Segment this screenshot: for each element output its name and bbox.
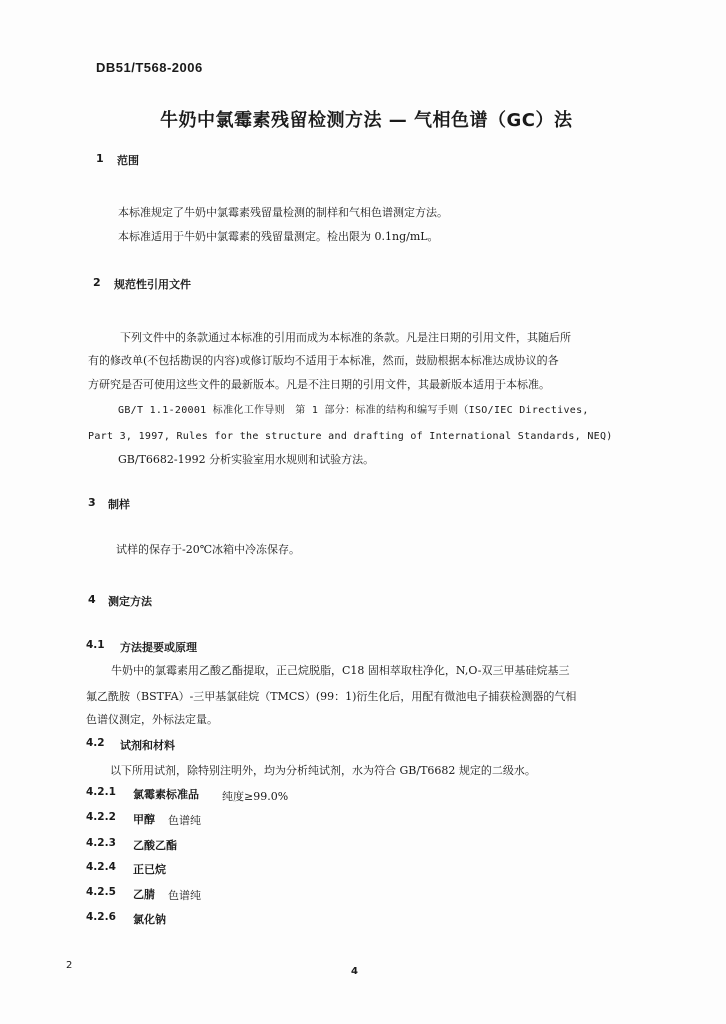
section-4-title: 测定方法 [108,595,152,608]
subsection-4-1-line-1: 牛奶中的氯霉素用乙酸乙酯提取，正己烷脱脂，C18 固相萃取柱净化，N,O-双三甲基硅烷基三 [111,664,570,677]
section-2-line-1: 下列文件中的条款通过本标准的引用而成为本标准的条款。凡是注日期的引用文件，其随后所 [120,331,571,344]
item-4-2-4-title: 正已烷 [133,863,166,876]
item-4-2-1-title: 氯霉素标准品 [133,788,199,801]
subsection-4-1-line-3: 色谱仪测定，外标法定量。 [86,713,218,726]
section-1-paragraph-1: 本标准规定了牛奶中氯霉素残留量检测的制样和气相色谱测定方法。 [118,206,448,219]
section-3-title: 制样 [108,498,130,511]
subsection-4-1-line-2: 氟乙酰胺（BSTFA）-三甲基氯硅烷（TMCS）(99：1)衍生化后，用配有微池电子捕获检测器的气相 [86,690,577,703]
section-2-line-2: 有的修改单(不包括勘误的内容)或修订版均不适用于本标准，然而，鼓励根据本标准达成协议的各 [88,354,559,367]
subsection-4-1-number: 4.1 [86,639,105,651]
item-4-2-3-number: 4.2.3 [86,837,116,849]
item-4-2-5-note: 色谱纯 [168,889,201,902]
page-number-left: 2 [66,960,73,971]
section-2-number: 2 [93,276,101,289]
item-4-2-5-number: 4.2.5 [86,886,116,898]
section-2-title: 规范性引用文件 [114,278,191,291]
reference-1-line-1: GB/T 1.1-20001 标准化工作导则 第 1 部分：标准的结构和编写手则（ISO/IEC Directives, [118,405,589,416]
reference-1-line-2: Part 3, 1997, Rules for the structure and drafting of International Standards, NEQ) [88,431,613,442]
document-title: 牛奶中氯霉素残留检测方法 — 气相色谱（GC）法 [160,110,573,131]
page-number-center: 4 [351,966,358,977]
item-4-2-1-number: 4.2.1 [86,786,116,798]
section-4-number: 4 [88,593,96,606]
document-code: DB51/T568-2006 [96,60,203,75]
item-4-2-5-title: 乙腈 [133,888,155,901]
item-4-2-2-title: 甲醇 [133,813,155,826]
section-1-paragraph-2: 本标准适用于牛奶中氯霉素的残留量测定。检出限为 0.1ng/mL。 [118,230,439,243]
reference-2: GB/T6682-1992 分析实验室用水规则和试验方法。 [118,453,375,466]
item-4-2-2-note: 色谱纯 [168,814,201,827]
subsection-4-2-intro: 以下所用试剂，除特别注明外，均为分析纯试剂，水为符合 GB/T6682 规定的二级水。 [110,764,536,777]
item-4-2-6-title: 氯化钠 [133,913,166,926]
subsection-4-2-title: 试剂和材料 [120,739,175,752]
section-1-title: 范围 [117,154,139,167]
item-4-2-1-note: 纯度≥99.0% [222,790,289,803]
section-3-number: 3 [88,496,96,509]
section-1-number: 1 [96,152,104,165]
section-2-line-3: 方研究是否可使用这些文件的最新版本。凡是不注日期的引用文件，其最新版本适用于本标准。 [88,378,550,391]
subsection-4-1-title: 方法提要或原理 [120,641,197,654]
item-4-2-2-number: 4.2.2 [86,811,116,823]
item-4-2-4-number: 4.2.4 [86,861,116,873]
subsection-4-2-number: 4.2 [86,737,105,749]
item-4-2-6-number: 4.2.6 [86,911,116,923]
item-4-2-3-title: 乙酸乙酯 [133,839,177,852]
section-3-paragraph: 试样的保存于-20℃冰箱中冷冻保存。 [116,543,301,556]
